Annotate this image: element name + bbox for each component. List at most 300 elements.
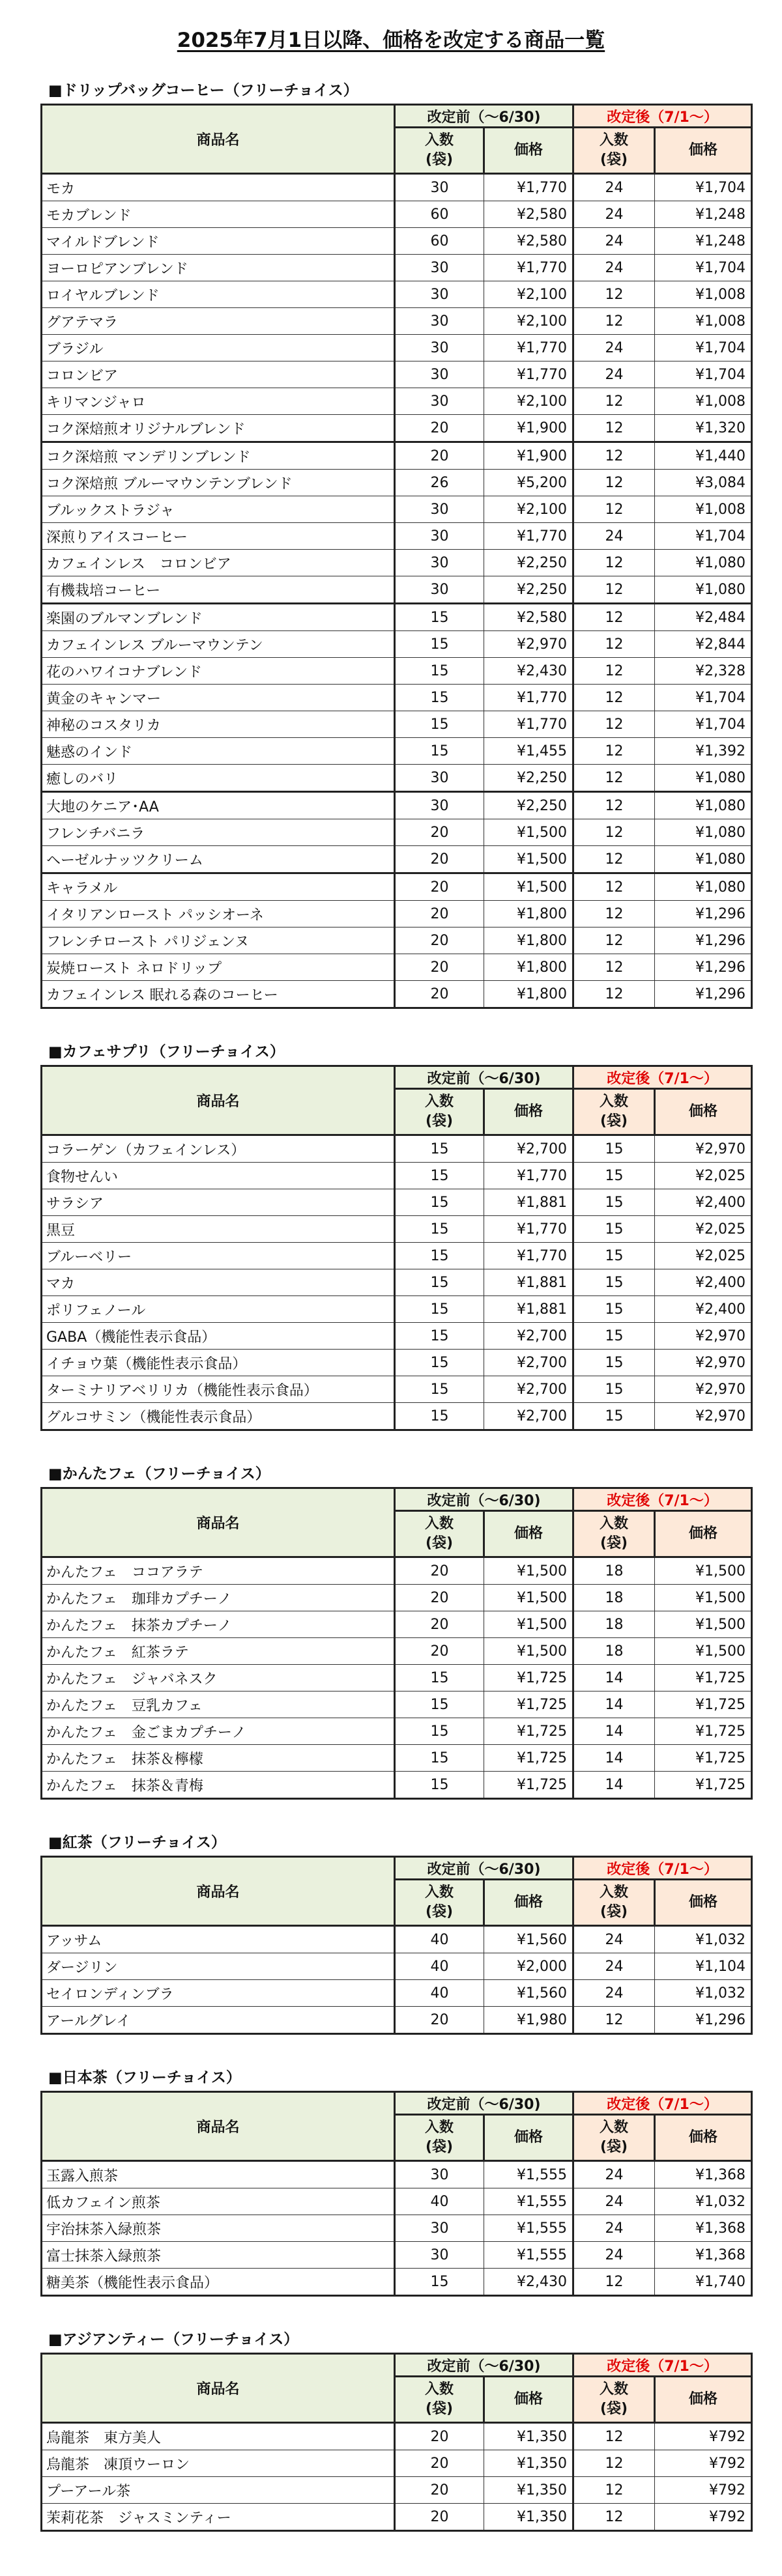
quantity-before: 30 [395,765,484,792]
quantity-after: 14 [573,1665,655,1691]
product-name: フレンチバニラ [42,819,395,846]
price-after: ¥1,725 [655,1691,752,1718]
product-name: 玉露入煎茶 [42,2161,395,2188]
product-name: カフェインレス ブルーマウンテン [42,631,395,658]
product-name: ポリフェノール [42,1296,395,1323]
price-after: ¥1,080 [655,765,752,792]
table-row [42,1216,752,1243]
price-after: ¥1,704 [655,255,752,281]
header-label: 価格 [689,2391,718,2407]
table-header [42,1066,752,1135]
price-before: ¥2,700 [484,1350,573,1376]
quantity-after: 12 [573,765,655,792]
table-row [42,496,752,523]
product-name: 神秘のコスタリカ [42,711,395,738]
header-after-revision: 改定後（7/1～） [573,1488,752,1511]
product-name: 癒しのバリ [42,765,395,792]
table-row [42,846,752,873]
table-row [42,442,752,470]
price-after: ¥1,704 [655,335,752,361]
product-name: キリマンジャロ [42,388,395,415]
quantity-before: 20 [395,2450,484,2477]
price-after: ¥2,025 [655,1243,752,1269]
quantity-before: 26 [395,470,484,496]
table-row [42,1269,752,1296]
product-name: ターミナリアベリリカ（機能性表示食品） [42,1376,395,1403]
price-after: ¥1,725 [655,1772,752,1799]
header-price-after [655,1880,752,1926]
price-before: ¥2,100 [484,388,573,415]
product-name: 深煎りアイスコーヒー [42,523,395,550]
header-price-before [484,1880,573,1926]
product-name: 宇治抹茶入緑煎茶 [42,2215,395,2242]
quantity-before: 20 [395,1638,484,1665]
quantity-after: 12 [573,576,655,604]
product-name: かんたフェ 抹茶＆檸檬 [42,1745,395,1772]
table-row [42,685,752,711]
section-title: ■ドリップバッグコーヒー（フリーチョイス） [48,82,358,99]
quantity-after: 12 [573,604,655,631]
table-row [42,1718,752,1745]
quantity-after: 15 [573,1189,655,1216]
quantity-before: 30 [395,255,484,281]
header-label: 価格 [689,2129,718,2145]
price-before: ¥2,100 [484,308,573,335]
price-before: ¥2,250 [484,576,573,604]
header-price-after [655,2377,752,2423]
quantity-before: 20 [395,2423,484,2450]
header-label: 価格 [689,142,718,158]
price-before: ¥1,770 [484,1163,573,1189]
table-row [42,1953,752,1980]
table-row [42,2269,752,2296]
quantity-before: 20 [395,2007,484,2034]
header-quantity-before [395,1880,484,1926]
price-before: ¥1,500 [484,1638,573,1665]
table-row [42,604,752,631]
price-after: ¥1,440 [655,442,752,470]
quantity-before: 40 [395,1926,484,1953]
section-title: ■かんたフェ（フリーチョイス） [48,1465,270,1482]
price-before: ¥1,350 [484,2423,573,2450]
header-quantity-after [573,2377,655,2423]
quantity-after: 12 [573,388,655,415]
table-header [42,1857,752,1926]
section-title: ■紅茶（フリーチョイス） [48,1834,226,1851]
price-before: ¥2,700 [484,1323,573,1350]
sections-container [0,81,782,2532]
price-after: ¥792 [655,2504,752,2531]
table-header [42,2354,752,2423]
quantity-after: 15 [573,1243,655,1269]
quantity-before: 20 [395,954,484,981]
quantity-after: 12 [573,2504,655,2531]
product-name: アッサム [42,1926,395,1953]
quantity-before: 15 [395,738,484,765]
header-product-name: 商品名 [42,2092,395,2161]
price-before: ¥1,800 [484,901,573,927]
quantity-after: 15 [573,1350,655,1376]
product-name: カフェインレス 眠れる森のコーヒー [42,981,395,1008]
table-header [42,1488,752,1557]
quantity-after: 18 [573,1611,655,1638]
price-before: ¥1,500 [484,846,573,873]
product-name: 炭焼ロースト ネロドリップ [42,954,395,981]
product-name: ブラジル [42,335,395,361]
quantity-after: 12 [573,954,655,981]
table-row [42,174,752,201]
quantity-after: 12 [573,927,655,954]
product-section [40,81,751,1009]
quantity-before: 15 [395,1243,484,1269]
table-row [42,2215,752,2242]
price-before: ¥2,430 [484,2269,573,2296]
quantity-after: 24 [573,523,655,550]
product-name: GABA（機能性表示食品） [42,1323,395,1350]
quantity-after: 15 [573,1216,655,1243]
price-after: ¥2,400 [655,1269,752,1296]
header-label: 価格 [514,1525,543,1542]
product-name: 烏龍茶 凍頂ウーロン [42,2450,395,2477]
header-quantity-after [573,128,655,174]
quantity-before: 20 [395,1585,484,1611]
price-before: ¥1,725 [484,1772,573,1799]
quantity-after: 12 [573,442,655,470]
product-name: かんたフェ 金ごまカプチーノ [42,1718,395,1745]
quantity-after: 12 [573,281,655,308]
price-before: ¥1,560 [484,1926,573,1953]
product-name: プーアール茶 [42,2477,395,2504]
quantity-after: 14 [573,1772,655,1799]
header-quantity-after [573,2115,655,2161]
quantity-after: 12 [573,2477,655,2504]
quantity-after: 12 [573,873,655,901]
table-row [42,1926,752,1953]
quantity-before: 15 [395,2269,484,2296]
header-label: 入数 (袋) [424,1516,454,1551]
price-table [40,2353,753,2532]
quantity-before: 30 [395,308,484,335]
quantity-before: 15 [395,1745,484,1772]
product-name: コク深焙煎 ブルーマウンテンブレンド [42,470,395,496]
price-after: ¥1,704 [655,711,752,738]
price-after: ¥1,080 [655,792,752,819]
product-name: モカ [42,174,395,201]
price-before: ¥1,560 [484,1980,573,2007]
product-name: グアテマラ [42,308,395,335]
quantity-before: 40 [395,1953,484,1980]
price-table [40,1856,753,2035]
table-row [42,308,752,335]
price-before: ¥1,881 [484,1296,573,1323]
quantity-before: 15 [395,1135,484,1163]
quantity-before: 20 [395,927,484,954]
price-after: ¥1,368 [655,2215,752,2242]
price-after: ¥1,725 [655,1665,752,1691]
quantity-before: 20 [395,2504,484,2531]
price-after: ¥2,484 [655,604,752,631]
quantity-after: 24 [573,1926,655,1953]
table-row [42,415,752,442]
price-after: ¥1,080 [655,873,752,901]
quantity-after: 12 [573,738,655,765]
price-after: ¥792 [655,2477,752,2504]
price-before: ¥1,770 [484,174,573,201]
quantity-before: 20 [395,1557,484,1585]
quantity-before: 20 [395,415,484,442]
price-after: ¥792 [655,2423,752,2450]
header-label: 入数 (袋) [600,1516,629,1551]
product-name: マイルドブレンド [42,228,395,255]
quantity-before: 15 [395,1189,484,1216]
table-row [42,523,752,550]
price-before: ¥1,350 [484,2504,573,2531]
price-before: ¥2,580 [484,228,573,255]
table-row [42,255,752,281]
quantity-after: 15 [573,1296,655,1323]
price-before: ¥1,350 [484,2477,573,2504]
quantity-after: 15 [573,1403,655,1430]
product-name: かんたフェ 紅茶ラテ [42,1638,395,1665]
header-label: 入数 (袋) [424,2381,454,2417]
price-before: ¥1,770 [484,255,573,281]
header-product-name: 商品名 [42,2354,395,2423]
quantity-after: 12 [573,415,655,442]
header-price-before [484,1511,573,1557]
product-name: コロンビア [42,361,395,388]
quantity-after: 24 [573,255,655,281]
header-price-before [484,2377,573,2423]
quantity-after: 12 [573,308,655,335]
table-row [42,228,752,255]
header-label: 価格 [514,2129,543,2145]
table-row [42,792,752,819]
table-row [42,631,752,658]
price-after: ¥3,084 [655,470,752,496]
price-before: ¥1,900 [484,415,573,442]
product-name: ブルーベリー [42,1243,395,1269]
quantity-after: 24 [573,335,655,361]
product-name: イチョウ葉（機能性表示食品） [42,1350,395,1376]
price-before: ¥1,455 [484,738,573,765]
header-price-before [484,1089,573,1135]
price-after: ¥2,400 [655,1189,752,1216]
quantity-after: 12 [573,2450,655,2477]
product-name: マカ [42,1269,395,1296]
product-name: 糖美茶（機能性表示食品） [42,2269,395,2296]
quantity-before: 15 [395,1269,484,1296]
price-after: ¥1,008 [655,388,752,415]
product-name: 茉莉花茶 ジャスミンティー [42,2504,395,2531]
price-after: ¥1,725 [655,1745,752,1772]
table-row [42,1557,752,1585]
quantity-after: 12 [573,470,655,496]
quantity-before: 30 [395,792,484,819]
product-name: コク深焙煎 マンデリンブレンド [42,442,395,470]
table-row [42,738,752,765]
quantity-after: 18 [573,1585,655,1611]
quantity-after: 15 [573,1376,655,1403]
quantity-before: 30 [395,2161,484,2188]
price-before: ¥1,980 [484,2007,573,2034]
header-quantity-before [395,2115,484,2161]
quantity-before: 15 [395,1323,484,1350]
header-label: 入数 (袋) [600,132,629,168]
price-after: ¥1,080 [655,819,752,846]
price-after: ¥1,296 [655,981,752,1008]
quantity-before: 30 [395,361,484,388]
header-quantity-after [573,1880,655,1926]
product-name: サラシア [42,1189,395,1216]
section-title: ■日本茶（フリーチョイス） [48,2069,241,2086]
table-row [42,711,752,738]
header-after-revision: 改定後（7/1～） [573,1857,752,1880]
product-section [40,1833,751,2035]
header-label: 価格 [514,1894,543,1910]
quantity-after: 24 [573,174,655,201]
price-after: ¥1,008 [655,281,752,308]
quantity-after: 15 [573,1269,655,1296]
product-section [40,1043,751,1431]
product-section [40,2330,751,2532]
price-before: ¥2,250 [484,550,573,576]
price-after: ¥1,392 [655,738,752,765]
header-product-name: 商品名 [42,1857,395,1926]
quantity-before: 15 [395,1296,484,1323]
table-row [42,2242,752,2269]
quantity-after: 15 [573,1323,655,1350]
price-before: ¥1,555 [484,2188,573,2215]
header-label: 価格 [514,2391,543,2407]
price-after: ¥1,032 [655,1980,752,2007]
product-name: かんたフェ 珈琲カプチーノ [42,1585,395,1611]
quantity-before: 30 [395,2215,484,2242]
quantity-after: 18 [573,1557,655,1585]
quantity-after: 24 [573,2215,655,2242]
quantity-before: 30 [395,496,484,523]
price-after: ¥2,400 [655,1296,752,1323]
header-label: 価格 [689,1525,718,1542]
price-before: ¥1,770 [484,523,573,550]
header-before-revision: 改定前（～6/30) [395,105,573,128]
quantity-before: 20 [395,981,484,1008]
header-label: 価格 [689,1894,718,1910]
product-name: セイロンディンブラ [42,1980,395,2007]
price-before: ¥1,555 [484,2242,573,2269]
table-row [42,1296,752,1323]
header-label: 入数 (袋) [424,1094,454,1129]
product-name: ブルックストラジャ [42,496,395,523]
quantity-after: 12 [573,2423,655,2450]
product-name: カフェインレス コロンビア [42,550,395,576]
price-before: ¥2,970 [484,631,573,658]
quantity-after: 24 [573,2188,655,2215]
header-label: 価格 [514,1103,543,1120]
header-price-after [655,1089,752,1135]
price-after: ¥2,025 [655,1216,752,1243]
quantity-before: 20 [395,819,484,846]
price-after: ¥1,704 [655,685,752,711]
header-quantity-after [573,1089,655,1135]
table-header [42,2092,752,2161]
quantity-after: 15 [573,1163,655,1189]
price-after: ¥1,296 [655,901,752,927]
quantity-after: 12 [573,819,655,846]
quantity-before: 60 [395,228,484,255]
quantity-after: 12 [573,2007,655,2034]
quantity-after: 12 [573,550,655,576]
quantity-before: 15 [395,1216,484,1243]
product-name: かんたフェ ジャバネスク [42,1665,395,1691]
product-name: アールグレイ [42,2007,395,2034]
quantity-before: 30 [395,388,484,415]
quantity-after: 14 [573,1745,655,1772]
price-before: ¥2,430 [484,658,573,685]
header-label: 入数 (袋) [600,2119,629,2155]
table-row [42,1189,752,1216]
quantity-before: 30 [395,174,484,201]
table-row [42,1638,752,1665]
product-name: 花のハワイコナブレンド [42,658,395,685]
price-before: ¥2,100 [484,281,573,308]
price-table [40,1487,753,1800]
product-name: 魅惑のインド [42,738,395,765]
table-row [42,1163,752,1189]
price-before: ¥1,800 [484,954,573,981]
quantity-after: 12 [573,2269,655,2296]
price-after: ¥1,104 [655,1953,752,1980]
header-before-revision: 改定前（～6/30) [395,2092,573,2115]
price-after: ¥1,704 [655,523,752,550]
price-before: ¥1,770 [484,685,573,711]
table-row [42,1665,752,1691]
quantity-after: 12 [573,685,655,711]
product-section [40,1465,751,1800]
product-name: ヘーゼルナッツクリーム [42,846,395,873]
price-before: ¥1,725 [484,1745,573,1772]
product-name: かんたフェ 豆乳カフェ [42,1691,395,1718]
quantity-after: 12 [573,901,655,927]
quantity-after: 12 [573,792,655,819]
product-name: 大地のケニア･AA [42,792,395,819]
product-name: ロイヤルブレンド [42,281,395,308]
table-row [42,335,752,361]
price-after: ¥1,740 [655,2269,752,2296]
price-after: ¥1,500 [655,1611,752,1638]
quantity-before: 20 [395,873,484,901]
table-row [42,2450,752,2477]
header-after-revision: 改定後（7/1～） [573,1066,752,1089]
quantity-before: 40 [395,2188,484,2215]
price-before: ¥5,200 [484,470,573,496]
price-after: ¥1,080 [655,576,752,604]
quantity-after: 12 [573,981,655,1008]
price-before: ¥1,555 [484,2161,573,2188]
product-name: 有機栽培コーヒー [42,576,395,604]
table-row [42,361,752,388]
product-name: 楽園のブルマンブレンド [42,604,395,631]
price-after: ¥2,970 [655,1350,752,1376]
header-before-revision: 改定前（～6/30) [395,1066,573,1089]
price-after: ¥1,032 [655,1926,752,1953]
quantity-after: 12 [573,631,655,658]
header-label: 入数 (袋) [424,1884,454,1920]
product-name: キャラメル [42,873,395,901]
quantity-after: 12 [573,658,655,685]
quantity-after: 24 [573,361,655,388]
price-before: ¥2,700 [484,1403,573,1430]
price-before: ¥1,770 [484,1243,573,1269]
